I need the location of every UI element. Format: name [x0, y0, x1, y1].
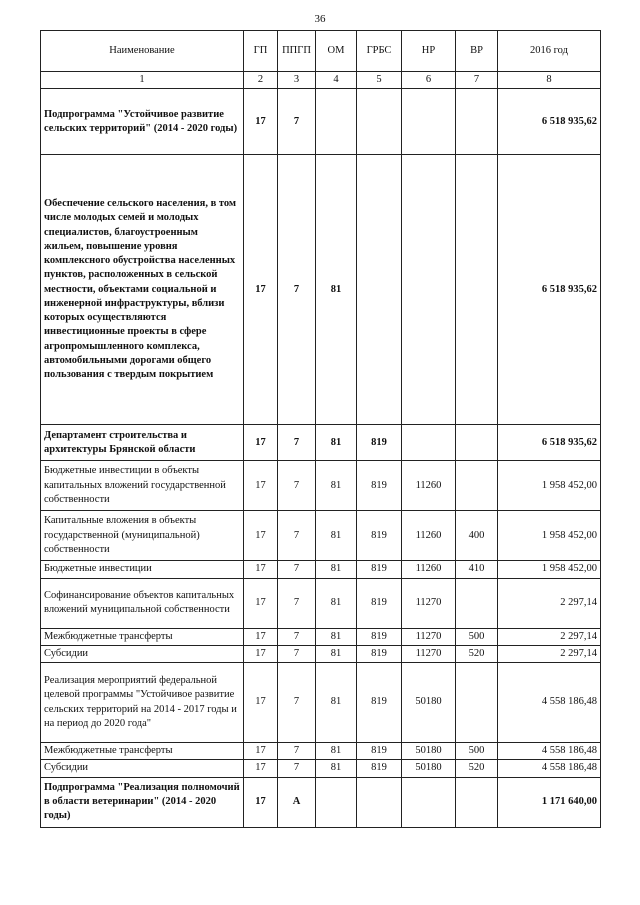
table-row — [41, 461, 601, 511]
vr-cell — [456, 425, 498, 461]
grbs-cell: 819 — [357, 743, 402, 760]
table-row — [41, 628, 601, 645]
header-om: ОМ — [316, 31, 357, 72]
grbs-cell: 819 — [357, 578, 402, 628]
grbs-cell: 819 — [357, 511, 402, 561]
ppgp-cell: 7 — [278, 89, 316, 155]
amount-cell: 6 518 935,62 — [498, 425, 601, 461]
header-gp: ГП — [244, 31, 278, 72]
gp-cell: 17 — [244, 777, 278, 827]
amount-cell: 2 297,14 — [498, 645, 601, 662]
vr-cell: 500 — [456, 628, 498, 645]
grbs-cell: 819 — [357, 645, 402, 662]
column-number: 2 — [244, 72, 278, 89]
table-row — [41, 743, 601, 760]
om-cell: 81 — [316, 155, 357, 425]
ppgp-cell: 7 — [278, 663, 316, 743]
amount-cell: 4 558 186,48 — [498, 743, 601, 760]
ppgp-cell: 7 — [278, 461, 316, 511]
gp-cell: 17 — [244, 578, 278, 628]
table-row — [41, 561, 601, 578]
vr-cell — [456, 155, 498, 425]
row-name-cell: Капитальные вложения в объекты государственной (муниципальной) собственности — [41, 511, 244, 561]
header-ppgp: ППГП — [278, 31, 316, 72]
vr-cell — [456, 578, 498, 628]
gp-cell: 17 — [244, 561, 278, 578]
header-amount: 2016 год — [498, 31, 601, 72]
om-cell: 81 — [316, 628, 357, 645]
column-number: 6 — [402, 72, 456, 89]
grbs-cell: 819 — [357, 461, 402, 511]
gp-cell: 17 — [244, 628, 278, 645]
amount-cell: 1 958 452,00 — [498, 561, 601, 578]
nr-cell: 11260 — [402, 461, 456, 511]
nr-cell — [402, 425, 456, 461]
ppgp-cell: 7 — [278, 561, 316, 578]
page-number: 36 — [314, 13, 326, 25]
ppgp-cell: 7 — [278, 743, 316, 760]
column-number: 5 — [357, 72, 402, 89]
column-number: 1 — [41, 72, 244, 89]
nr-cell: 50180 — [402, 663, 456, 743]
row-name-cell: Субсидии — [41, 645, 244, 662]
row-name-cell: Межбюджетные трансферты — [41, 743, 244, 760]
vr-cell: 410 — [456, 561, 498, 578]
amount-cell: 1 958 452,00 — [498, 461, 601, 511]
amount-cell: 2 297,14 — [498, 578, 601, 628]
grbs-cell — [357, 89, 402, 155]
grbs-cell: 819 — [357, 561, 402, 578]
header-name: Наименование — [41, 31, 244, 72]
header-vr: ВР — [456, 31, 498, 72]
ppgp-cell: 7 — [278, 511, 316, 561]
nr-cell: 11270 — [402, 645, 456, 662]
vr-cell — [456, 777, 498, 827]
row-name-cell: Департамент строительства и архитектуры Брянской области — [41, 425, 244, 461]
grbs-cell: 819 — [357, 628, 402, 645]
gp-cell: 17 — [244, 511, 278, 561]
vr-cell: 520 — [456, 760, 498, 777]
row-name-cell: Бюджетные инвестиции в объекты капитальных вложений государственной собственности — [41, 461, 244, 511]
om-cell: 81 — [316, 461, 357, 511]
vr-cell — [456, 89, 498, 155]
table-row — [41, 511, 601, 561]
gp-cell: 17 — [244, 645, 278, 662]
table-row — [41, 578, 601, 628]
column-number: 7 — [456, 72, 498, 89]
budget-table — [40, 30, 601, 828]
column-number: 8 — [498, 72, 601, 89]
gp-cell: 17 — [244, 760, 278, 777]
gp-cell: 17 — [244, 663, 278, 743]
nr-cell: 50180 — [402, 760, 456, 777]
grbs-cell: 819 — [357, 663, 402, 743]
ppgp-cell: 7 — [278, 578, 316, 628]
gp-cell: 17 — [244, 155, 278, 425]
column-number: 4 — [316, 72, 357, 89]
amount-cell: 1 958 452,00 — [498, 511, 601, 561]
ppgp-cell: 7 — [278, 645, 316, 662]
om-cell: 81 — [316, 425, 357, 461]
row-name-cell: Подпрограмма "Устойчивое развитие сельских территорий" (2014 - 2020 годы) — [41, 89, 244, 155]
table-row — [41, 777, 601, 827]
table-row — [41, 645, 601, 662]
om-cell: 81 — [316, 663, 357, 743]
nr-cell — [402, 89, 456, 155]
amount-cell: 4 558 186,48 — [498, 663, 601, 743]
nr-cell: 11270 — [402, 628, 456, 645]
table-row — [41, 155, 601, 425]
nr-cell — [402, 777, 456, 827]
row-name-cell: Софинансирование объектов капитальных вложений муниципальной собственности — [41, 578, 244, 628]
header-grbs: ГРБС — [357, 31, 402, 72]
ppgp-cell: 7 — [278, 628, 316, 645]
vr-cell: 500 — [456, 743, 498, 760]
ppgp-cell: А — [278, 777, 316, 827]
om-cell — [316, 89, 357, 155]
grbs-cell — [357, 155, 402, 425]
row-name-cell: Обеспечение сельского населения, в том числе молодых семей и молодых специалистов, благоустроенным жильем, повышение уровня комплексного обустройства населенных пунктов, расположенных в сельской местности, объектами социальной и инженерной инфраструктуры, вблизи которых осуществляются инвестиционные проекты в сфере агропромышленного комплекса, автомобильными дорогами общего пользования с твердым покрытием — [41, 155, 244, 425]
header-nr: НР — [402, 31, 456, 72]
column-number: 3 — [278, 72, 316, 89]
nr-cell: 50180 — [402, 743, 456, 760]
table-row — [41, 663, 601, 743]
vr-cell — [456, 663, 498, 743]
column-number-row — [41, 72, 601, 89]
table-row — [41, 89, 601, 155]
header-row — [41, 31, 601, 72]
vr-cell — [456, 461, 498, 511]
row-name-cell: Субсидии — [41, 760, 244, 777]
om-cell: 81 — [316, 511, 357, 561]
row-name-cell: Бюджетные инвестиции — [41, 561, 244, 578]
vr-cell: 520 — [456, 645, 498, 662]
ppgp-cell: 7 — [278, 155, 316, 425]
om-cell — [316, 777, 357, 827]
amount-cell: 6 518 935,62 — [498, 89, 601, 155]
table-row — [41, 425, 601, 461]
nr-cell: 11260 — [402, 511, 456, 561]
nr-cell: 11260 — [402, 561, 456, 578]
row-name-cell: Подпрограмма "Реализация полномочий в области ветеринарии" (2014 - 2020 годы) — [41, 777, 244, 827]
gp-cell: 17 — [244, 425, 278, 461]
ppgp-cell: 7 — [278, 425, 316, 461]
ppgp-cell: 7 — [278, 760, 316, 777]
grbs-cell: 819 — [357, 425, 402, 461]
row-name-cell: Межбюджетные трансферты — [41, 628, 244, 645]
gp-cell: 17 — [244, 89, 278, 155]
grbs-cell — [357, 777, 402, 827]
vr-cell: 400 — [456, 511, 498, 561]
nr-cell — [402, 155, 456, 425]
gp-cell: 17 — [244, 461, 278, 511]
amount-cell: 4 558 186,48 — [498, 760, 601, 777]
nr-cell: 11270 — [402, 578, 456, 628]
table-row — [41, 760, 601, 777]
om-cell: 81 — [316, 578, 357, 628]
row-name-cell: Реализация мероприятий федеральной целевой программы "Устойчивое развитие сельских территорий на 2014 - 2017 годы и на период до 2020 года" — [41, 663, 244, 743]
amount-cell: 6 518 935,62 — [498, 155, 601, 425]
grbs-cell: 819 — [357, 760, 402, 777]
om-cell: 81 — [316, 743, 357, 760]
gp-cell: 17 — [244, 743, 278, 760]
om-cell: 81 — [316, 760, 357, 777]
amount-cell: 2 297,14 — [498, 628, 601, 645]
om-cell: 81 — [316, 561, 357, 578]
amount-cell: 1 171 640,00 — [498, 777, 601, 827]
om-cell: 81 — [316, 645, 357, 662]
